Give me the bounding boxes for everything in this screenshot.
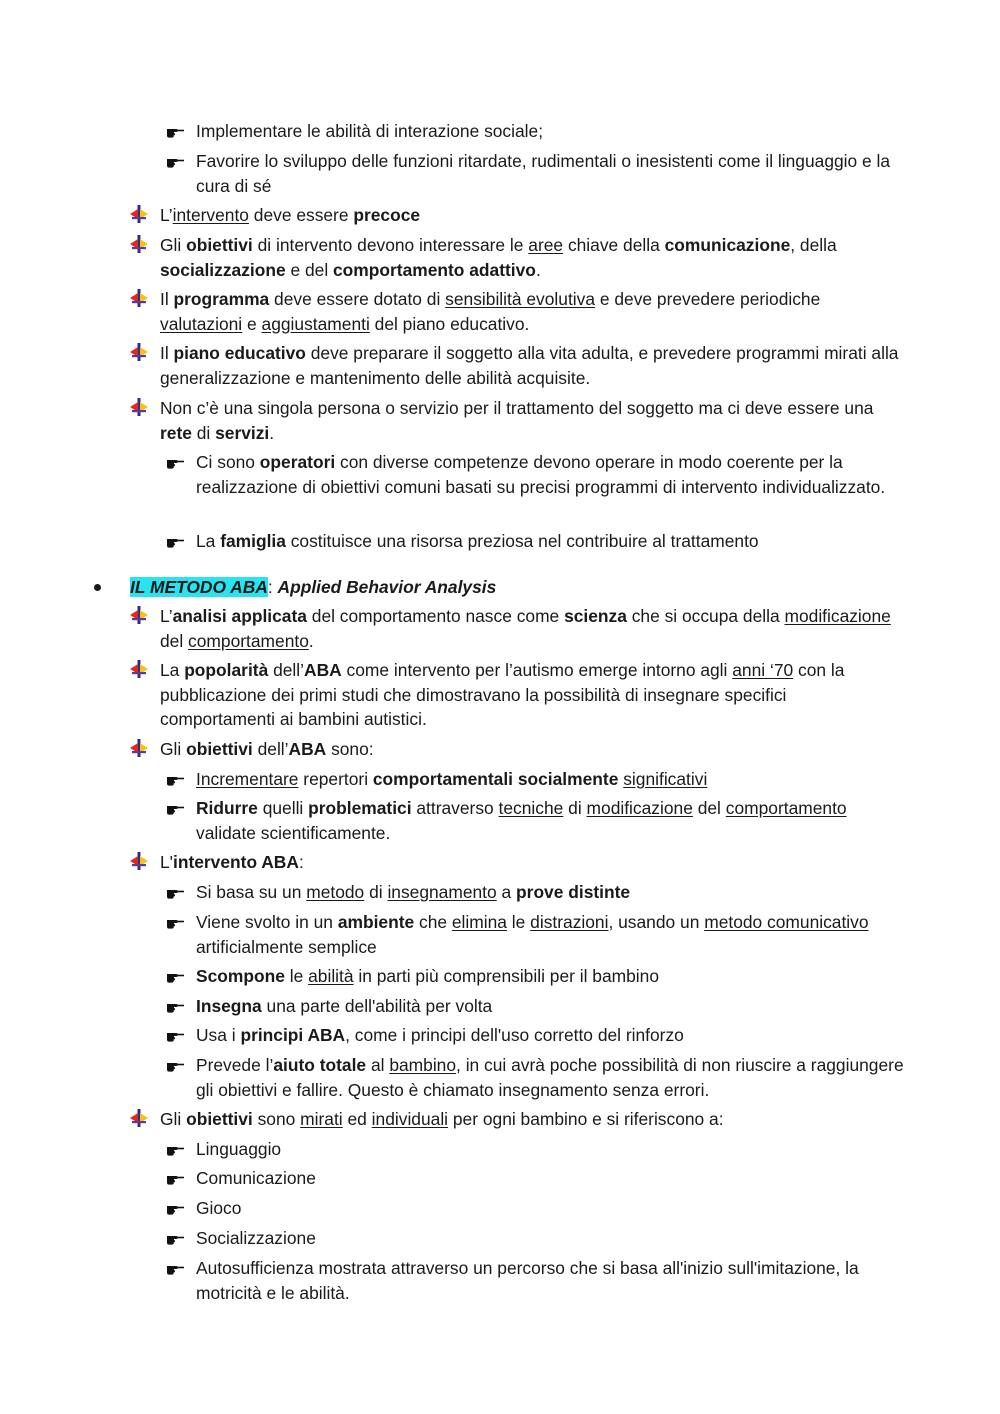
text-run: significativi — [623, 769, 708, 789]
text-run: del — [160, 630, 189, 651]
list-item — [196, 529, 906, 554]
text-run: sensibilità evolutiva — [445, 289, 596, 309]
text-run: scienza — [564, 606, 627, 626]
text-run: Insegna — [196, 996, 262, 1016]
list-item — [196, 149, 906, 198]
text-run: quelli — [257, 798, 309, 818]
list-item — [160, 287, 900, 336]
text-run: Non c’è una singola persona o servizio per il trattamento del soggetto ma ci deve essere una — [160, 398, 874, 418]
arrow-bullet-icon — [129, 342, 149, 362]
text-run: popolarità — [184, 660, 269, 680]
text-run: Prevede l’ — [196, 1055, 274, 1075]
text-run: comportamento — [188, 630, 309, 651]
text-run: comportamento — [725, 798, 847, 818]
text-run: obiettivi — [186, 1109, 253, 1129]
list-item — [196, 1023, 906, 1048]
text-run: deve preparare il soggetto alla vita adulta, e prevedere programmi mirati alla generalizzazione e mantenimento delle abilità acquisite. — [160, 343, 899, 388]
text-run: , come i principi dell'uso corretto del rinforzo — [345, 1025, 684, 1045]
text-run: modificazione — [784, 606, 891, 626]
text-run: bambino — [389, 1055, 457, 1075]
text-run: per ogni bambino e si riferiscono a: — [448, 1109, 724, 1129]
text-run: Gli — [160, 235, 187, 255]
text-run: piano educativo — [173, 343, 306, 363]
text-run: Gli — [160, 1109, 187, 1129]
pointing-hand-icon — [166, 884, 186, 898]
pointing-hand-icon — [166, 1027, 186, 1041]
text-run: La — [160, 660, 185, 680]
text-run: Scompone — [196, 966, 285, 986]
list-item — [196, 910, 906, 959]
text-run: . — [535, 259, 541, 280]
text-run: con la pubblicazione dei primi studi che dimostravano la possibilità di insegnare specifici comportamenti ai bambini autistici. — [160, 660, 845, 729]
text-run: di — [191, 422, 216, 443]
text-run: intervento ABA — [173, 852, 299, 872]
text-run: , in cui avrà poche possibilità di non riuscire a raggiungere gli obiettivi e fallire. Questo è chiamato insegnamento senza errori. — [196, 1055, 904, 1100]
text-run: validate scientificamente. — [196, 822, 391, 843]
text-run: Incrementare — [196, 769, 299, 789]
list-item — [196, 1256, 906, 1305]
text-run: di intervento devono interessare le — [252, 235, 529, 255]
text-run: analisi applicata — [172, 606, 307, 626]
text-run: del comportamento nasce come — [306, 606, 565, 626]
list-item — [196, 1196, 906, 1221]
pointing-hand-icon — [166, 454, 186, 468]
text-run: a — [496, 882, 517, 902]
text-run: Autosufficienza mostrata attraverso un percorso che si basa all'inizio sull'imitazione, la motricità e le abilità. — [196, 1258, 859, 1303]
arrow-bullet-icon — [129, 204, 149, 224]
text-run: programma — [173, 289, 270, 309]
text-run: Il — [160, 289, 174, 309]
text-run: ABA — [304, 660, 342, 680]
text-run: Linguaggio — [196, 1139, 282, 1159]
pointing-hand-icon — [166, 1170, 186, 1184]
list-item — [160, 341, 900, 390]
text-run: principi ABA — [240, 1025, 346, 1045]
text-run: abilità — [308, 966, 354, 986]
text-run: rete — [160, 422, 192, 443]
text-run: attraverso — [411, 798, 499, 818]
text-run: aiuto totale — [273, 1055, 367, 1075]
text-run: artificialmente semplice — [196, 936, 377, 957]
list-item — [160, 737, 900, 762]
text-run: ambiente — [337, 912, 415, 932]
arrow-bullet-icon — [129, 851, 149, 871]
text-run: Il — [160, 343, 174, 363]
text-run: mirati — [300, 1109, 343, 1129]
arrow-bullet-icon — [129, 605, 149, 625]
pointing-hand-icon — [166, 1260, 186, 1274]
text-run: : — [267, 577, 278, 597]
pointing-hand-icon — [166, 1057, 186, 1071]
text-run: metodo comunicativo — [704, 912, 869, 932]
pointing-hand-icon — [166, 533, 186, 547]
list-item — [196, 1137, 906, 1162]
text-run: costituisce una risorsa preziosa nel contribuire al trattamento — [285, 531, 759, 551]
list-item — [196, 994, 906, 1019]
list-item — [160, 203, 900, 228]
list-item — [196, 119, 906, 144]
arrow-bullet-icon — [129, 288, 149, 308]
text-run: di — [364, 882, 388, 902]
text-run: in parti più comprensibili per il bambino — [353, 966, 660, 986]
text-run: dell’ — [268, 660, 305, 680]
text-run: Viene svolto in un — [196, 912, 338, 932]
text-run: Ridurre — [196, 798, 258, 818]
text-run: valutazioni — [160, 313, 243, 334]
text-run: . — [269, 422, 275, 443]
text-run: del — [692, 798, 726, 818]
text-run: Si basa su un — [196, 882, 307, 902]
text-run: precoce — [353, 205, 421, 225]
text-run: insegnamento — [387, 882, 497, 902]
arrow-bullet-icon — [129, 234, 149, 254]
pointing-hand-icon — [166, 1200, 186, 1214]
text-run: e del — [285, 259, 334, 280]
text-run: una parte dell'abilità per volta — [261, 996, 493, 1016]
text-run: individuali — [371, 1109, 449, 1129]
text-run: che si occupa della — [626, 606, 785, 626]
text-run: che — [414, 912, 452, 932]
list-item — [160, 850, 900, 875]
text-run: del piano educativo. — [369, 313, 530, 334]
text-run: repertori — [298, 769, 373, 789]
text-run: problematici — [308, 798, 412, 818]
bullet-dot-icon — [94, 584, 101, 591]
text-run: le — [284, 966, 309, 986]
list-item — [160, 1107, 900, 1132]
text-run: , usando un — [608, 912, 705, 932]
text-run: L’ — [160, 205, 173, 225]
text-run: dell’ — [252, 739, 289, 759]
text-run: tecniche — [498, 798, 564, 818]
text-run: e — [242, 313, 262, 334]
text-run: deve essere — [248, 205, 354, 225]
pointing-hand-icon — [166, 968, 186, 982]
text-run: servizi — [215, 422, 270, 443]
text-run: L' — [160, 852, 173, 872]
arrow-bullet-icon — [129, 659, 149, 679]
text-run: . — [308, 630, 314, 651]
text-run: Implementare le abilità di interazione sociale; — [196, 121, 544, 141]
text-run: elimina — [451, 912, 507, 932]
text-run: Favorire lo sviluppo delle funzioni ritardate, rudimentali o inesistenti come il linguaggio e la cura di sé — [196, 151, 891, 196]
list-item — [196, 1053, 906, 1102]
pointing-hand-icon — [166, 800, 186, 814]
arrow-bullet-icon — [129, 738, 149, 758]
text-run: aggiustamenti — [261, 313, 370, 334]
arrow-bullet-icon — [129, 1108, 149, 1128]
text-run: Gioco — [196, 1198, 242, 1218]
text-run: metodo — [306, 882, 365, 902]
text-run: Ci sono — [196, 452, 260, 472]
text-run: distrazioni — [530, 912, 609, 932]
text-run: Usa i — [196, 1025, 241, 1045]
pointing-hand-icon — [166, 771, 186, 785]
pointing-hand-icon — [166, 153, 186, 167]
arrow-bullet-icon — [129, 397, 149, 417]
text-run: e deve prevedere periodiche — [595, 289, 821, 309]
text-run: prove distinte — [516, 882, 631, 902]
text-run: aree — [528, 235, 564, 255]
text-run: famiglia — [220, 531, 286, 551]
text-run: operatori — [259, 452, 336, 472]
pointing-hand-icon — [166, 998, 186, 1012]
pointing-hand-icon — [166, 914, 186, 928]
text-run: , della — [790, 235, 837, 255]
text-run: sono — [252, 1109, 301, 1129]
list-item — [160, 604, 900, 653]
text-run: con diverse competenze devono operare in modo coerente per la realizzazione di obiettivi comuni basati su precisi programmi di intervento individualizzato. — [196, 452, 886, 497]
text-run: La — [196, 531, 221, 551]
text-run: socializzazione — [160, 259, 286, 280]
text-run: comunicazione — [664, 235, 791, 255]
list-item — [196, 1166, 906, 1191]
pointing-hand-icon — [166, 1230, 186, 1244]
text-run: Comunicazione — [196, 1168, 316, 1188]
list-item — [196, 767, 906, 792]
list-item — [196, 796, 906, 845]
text-run: modificazione — [586, 798, 693, 818]
list-item — [196, 1226, 906, 1251]
text-run: le — [506, 912, 531, 932]
section-heading — [130, 575, 870, 600]
list-item — [160, 396, 900, 445]
text-run: L’ — [160, 606, 173, 626]
text-run: Applied Behavior Analysis — [277, 577, 497, 597]
text-run: intervento — [172, 205, 249, 225]
list-item — [196, 880, 906, 905]
text-run: Socializzazione — [196, 1228, 316, 1248]
text-run: ed — [342, 1109, 372, 1129]
text-run: : — [298, 852, 304, 872]
pointing-hand-icon — [166, 123, 186, 137]
text-run: anni ‘70 — [732, 660, 794, 680]
text-run: di — [563, 798, 587, 818]
list-item — [160, 658, 900, 732]
text-run: IL METODO ABA — [130, 577, 268, 597]
list-item — [196, 964, 906, 989]
text-run: obiettivi — [186, 739, 253, 759]
text-run: comportamentali socialmente — [372, 769, 619, 789]
text-run: obiettivi — [186, 235, 253, 255]
text-run: sono: — [326, 739, 374, 759]
text-run: Gli — [160, 739, 187, 759]
text-run: ABA — [288, 739, 327, 759]
text-run: come intervento per l’autismo emerge intorno agli — [341, 660, 733, 680]
list-item — [160, 233, 900, 282]
text-run: deve essere dotato di — [269, 289, 446, 309]
pointing-hand-icon — [166, 1141, 186, 1155]
list-item — [196, 450, 906, 499]
text-run: al — [366, 1055, 390, 1075]
text-run: comportamento adattivo — [333, 259, 536, 280]
text-run: chiave della — [563, 235, 665, 255]
